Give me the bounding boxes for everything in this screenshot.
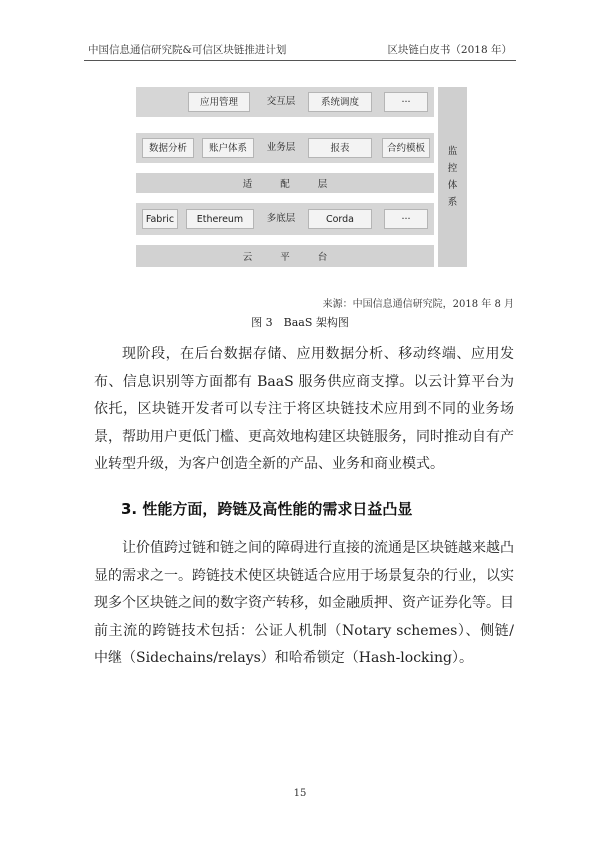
monitor-char: 监: [447, 146, 458, 157]
system-scheduling-box: 系统调度: [308, 92, 372, 112]
multi-chain-layer: [136, 203, 434, 235]
interaction-more-box: ···: [384, 92, 428, 112]
corda-box: Corda: [308, 209, 372, 229]
figure-source: 来源：中国信息通信研究院，2018 年 8 月: [322, 299, 514, 310]
section-heading: 3. 性能方面，跨链及高性能的需求日益凸显: [121, 500, 413, 518]
account-system-box: 账户体系: [202, 138, 254, 158]
contract-template-box: 合约模板: [382, 138, 430, 158]
monitor-char: 控: [447, 163, 458, 174]
app-management-box: 应用管理: [188, 92, 250, 112]
cloud-platform-label: 云平台: [242, 252, 356, 263]
monitoring-system-column: [438, 87, 467, 267]
report-box: 报表: [308, 138, 372, 158]
fabric-box: Fabric: [142, 209, 178, 229]
monitor-char: 体: [447, 180, 458, 191]
business-layer-label: 业务层: [266, 142, 296, 153]
page-header-left: 中国信息通信研究院&可信区块链推进计划: [88, 44, 287, 56]
figure-caption: 图 3 BaaS 架构图: [251, 316, 349, 329]
monitor-char: 系: [447, 197, 458, 208]
header-rule: [84, 60, 516, 61]
adapter-layer-label: 适配层: [242, 179, 356, 190]
body-paragraph-1: 现阶段，在后台数据存储、应用数据分析、移动终端、应用发布、信息识别等方面都有 BaaS 服务供应商支撑。以云计算平台为依托，区块链开发者可以专注于将区块链技术应用到不同的业务场景，帮助用户更低门槛、更高效地构建区块链服务，同时推动自有产业转型升级，为客户创造全新的产品、业务和商业模式。: [94, 346, 514, 472]
multi-chain-more-box: ···: [384, 209, 428, 229]
interaction-layer: [136, 87, 434, 117]
interaction-layer-label: 交互层: [266, 96, 296, 107]
data-analysis-box: 数据分析: [142, 138, 194, 158]
cloud-platform-layer: [136, 245, 434, 267]
page-header-right: 区块链白皮书（2018 年）: [387, 44, 512, 56]
page-number: 15: [293, 788, 307, 799]
business-layer: [136, 133, 434, 163]
adapter-layer: [136, 173, 434, 193]
ethereum-box: Ethereum: [186, 209, 254, 229]
body-paragraph-2: 让价值跨过链和链之间的障碍进行直接的流通是区块链越来越凸显的需求之一。跨链技术使区块链适合应用于场景复杂的行业，以实现多个区块链之间的数字资产转移，如金融质押、资产证券化等。目前主流的跨链技术包括：公证人机制（Notary schemes）、侧链/中继（Sidechains/relays）和哈希锁定（Hash-locking）。: [94, 540, 514, 666]
multi-chain-layer-label: 多底层: [266, 213, 296, 224]
baas-architecture-diagram: [136, 87, 467, 267]
